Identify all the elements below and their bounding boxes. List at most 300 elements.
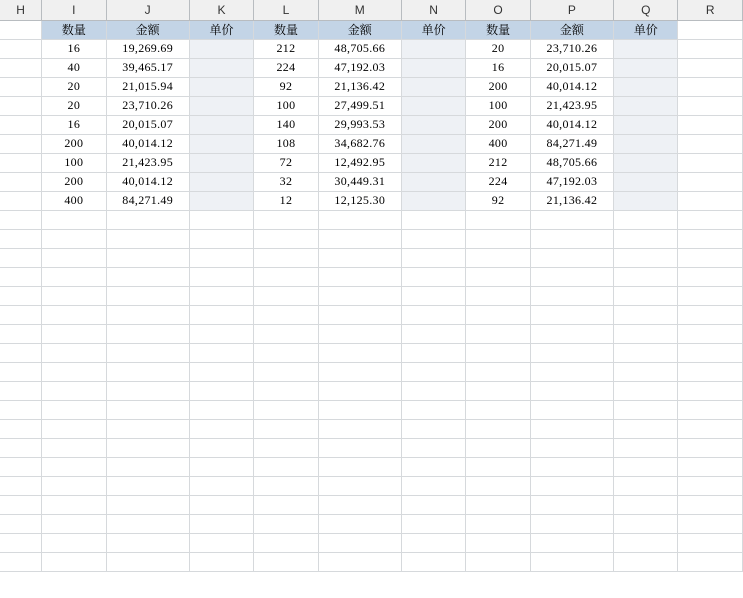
table-cell[interactable]: 224 — [254, 58, 318, 77]
table-cell[interactable]: 32 — [254, 172, 318, 191]
empty-cell[interactable] — [530, 229, 613, 248]
table-cell[interactable]: 27,499.51 — [318, 96, 401, 115]
empty-cell[interactable] — [466, 286, 530, 305]
empty-cell[interactable] — [0, 400, 42, 419]
table-cell[interactable] — [401, 39, 465, 58]
cell-h[interactable] — [0, 153, 42, 172]
empty-cell[interactable] — [254, 457, 318, 476]
table-header-cell[interactable]: 金额 — [318, 20, 401, 39]
empty-cell[interactable] — [254, 419, 318, 438]
empty-cell[interactable] — [318, 381, 401, 400]
empty-cell[interactable] — [189, 305, 253, 324]
empty-cell[interactable] — [466, 457, 530, 476]
empty-cell[interactable] — [0, 286, 42, 305]
column-header-r[interactable]: R — [678, 0, 743, 20]
empty-cell[interactable] — [401, 552, 465, 571]
table-cell[interactable]: 23,710.26 — [530, 39, 613, 58]
empty-cell[interactable] — [42, 324, 106, 343]
empty-row[interactable] — [0, 229, 743, 248]
empty-cell[interactable] — [106, 229, 189, 248]
table-cell[interactable]: 200 — [466, 77, 530, 96]
empty-cell[interactable] — [0, 552, 42, 571]
column-header-i[interactable]: I — [42, 0, 106, 20]
cell-h[interactable] — [0, 134, 42, 153]
empty-cell[interactable] — [42, 210, 106, 229]
empty-row[interactable] — [0, 210, 743, 229]
empty-cell[interactable] — [318, 438, 401, 457]
empty-cell[interactable] — [530, 210, 613, 229]
empty-cell[interactable] — [678, 324, 743, 343]
empty-cell[interactable] — [318, 514, 401, 533]
empty-cell[interactable] — [189, 476, 253, 495]
empty-cell[interactable] — [189, 229, 253, 248]
empty-cell[interactable] — [678, 419, 743, 438]
empty-cell[interactable] — [530, 305, 613, 324]
table-cell[interactable]: 84,271.49 — [106, 191, 189, 210]
empty-cell[interactable] — [530, 514, 613, 533]
empty-row[interactable] — [0, 438, 743, 457]
empty-cell[interactable] — [318, 210, 401, 229]
table-cell[interactable]: 108 — [254, 134, 318, 153]
empty-cell[interactable] — [42, 267, 106, 286]
empty-cell[interactable] — [42, 362, 106, 381]
empty-row[interactable] — [0, 533, 743, 552]
table-cell[interactable] — [401, 58, 465, 77]
empty-cell[interactable] — [318, 457, 401, 476]
empty-cell[interactable] — [0, 229, 42, 248]
empty-cell[interactable] — [0, 514, 42, 533]
table-cell[interactable]: 29,993.53 — [318, 115, 401, 134]
empty-cell[interactable] — [614, 210, 678, 229]
empty-cell[interactable] — [318, 267, 401, 286]
table-header-cell[interactable]: 数量 — [42, 20, 106, 39]
empty-cell[interactable] — [678, 457, 743, 476]
table-cell[interactable]: 23,710.26 — [106, 96, 189, 115]
empty-cell[interactable] — [530, 343, 613, 362]
empty-cell[interactable] — [614, 419, 678, 438]
table-cell[interactable] — [614, 191, 678, 210]
empty-cell[interactable] — [42, 457, 106, 476]
empty-cell[interactable] — [530, 457, 613, 476]
table-row[interactable] — [0, 115, 743, 134]
table-cell[interactable] — [401, 172, 465, 191]
table-row[interactable] — [0, 39, 743, 58]
empty-cell[interactable] — [614, 267, 678, 286]
table-row[interactable] — [0, 153, 743, 172]
empty-cell[interactable] — [189, 533, 253, 552]
table-header-cell[interactable]: 单价 — [401, 20, 465, 39]
table-cell[interactable]: 48,705.66 — [530, 153, 613, 172]
table-cell[interactable]: 40,014.12 — [106, 134, 189, 153]
table-cell[interactable]: 92 — [254, 77, 318, 96]
empty-cell[interactable] — [42, 419, 106, 438]
empty-cell[interactable] — [318, 324, 401, 343]
table-cell[interactable]: 12,492.95 — [318, 153, 401, 172]
table-cell[interactable]: 39,465.17 — [106, 58, 189, 77]
empty-cell[interactable] — [466, 495, 530, 514]
cell-r[interactable] — [678, 134, 743, 153]
empty-row[interactable] — [0, 419, 743, 438]
empty-cell[interactable] — [0, 210, 42, 229]
empty-cell[interactable] — [106, 362, 189, 381]
empty-cell[interactable] — [0, 495, 42, 514]
table-cell[interactable]: 20 — [42, 77, 106, 96]
empty-cell[interactable] — [466, 419, 530, 438]
empty-cell[interactable] — [189, 457, 253, 476]
empty-cell[interactable] — [106, 438, 189, 457]
table-cell[interactable] — [614, 153, 678, 172]
table-cell[interactable]: 224 — [466, 172, 530, 191]
table-cell[interactable] — [614, 39, 678, 58]
table-cell[interactable]: 16 — [466, 58, 530, 77]
table-cell[interactable]: 20,015.07 — [530, 58, 613, 77]
empty-cell[interactable] — [106, 495, 189, 514]
table-cell[interactable] — [189, 77, 253, 96]
empty-cell[interactable] — [254, 305, 318, 324]
cell-h[interactable] — [0, 39, 42, 58]
table-header-cell[interactable]: 单价 — [189, 20, 253, 39]
empty-cell[interactable] — [189, 267, 253, 286]
empty-cell[interactable] — [678, 552, 743, 571]
column-header-k[interactable]: K — [189, 0, 253, 20]
empty-cell[interactable] — [466, 229, 530, 248]
empty-cell[interactable] — [0, 476, 42, 495]
empty-row[interactable] — [0, 343, 743, 362]
empty-cell[interactable] — [614, 362, 678, 381]
empty-cell[interactable] — [466, 362, 530, 381]
empty-cell[interactable] — [318, 305, 401, 324]
table-row[interactable] — [0, 96, 743, 115]
empty-cell[interactable] — [678, 533, 743, 552]
empty-cell[interactable] — [254, 248, 318, 267]
empty-cell[interactable] — [42, 286, 106, 305]
table-cell[interactable]: 400 — [42, 191, 106, 210]
cell-r[interactable] — [678, 115, 743, 134]
empty-cell[interactable] — [42, 514, 106, 533]
empty-cell[interactable] — [401, 267, 465, 286]
empty-cell[interactable] — [401, 286, 465, 305]
empty-cell[interactable] — [318, 533, 401, 552]
empty-cell[interactable] — [106, 286, 189, 305]
empty-cell[interactable] — [678, 229, 743, 248]
empty-cell[interactable] — [318, 248, 401, 267]
table-cell[interactable]: 100 — [42, 153, 106, 172]
table-header-cell[interactable]: 数量 — [254, 20, 318, 39]
empty-cell[interactable] — [678, 400, 743, 419]
empty-cell[interactable] — [401, 457, 465, 476]
empty-cell[interactable] — [189, 210, 253, 229]
cell-r[interactable] — [678, 191, 743, 210]
empty-cell[interactable] — [0, 438, 42, 457]
empty-cell[interactable] — [42, 552, 106, 571]
empty-cell[interactable] — [42, 495, 106, 514]
empty-cell[interactable] — [0, 324, 42, 343]
table-row[interactable] — [0, 58, 743, 77]
table-cell[interactable]: 21,423.95 — [530, 96, 613, 115]
empty-row[interactable] — [0, 476, 743, 495]
cell-h[interactable] — [0, 191, 42, 210]
empty-cell[interactable] — [678, 267, 743, 286]
empty-cell[interactable] — [466, 305, 530, 324]
empty-cell[interactable] — [189, 419, 253, 438]
empty-cell[interactable] — [106, 324, 189, 343]
cell-r[interactable] — [678, 172, 743, 191]
empty-cell[interactable] — [466, 343, 530, 362]
table-cell[interactable]: 84,271.49 — [530, 134, 613, 153]
table-cell[interactable]: 140 — [254, 115, 318, 134]
table-cell[interactable]: 47,192.03 — [530, 172, 613, 191]
table-row[interactable] — [0, 134, 743, 153]
empty-cell[interactable] — [678, 514, 743, 533]
table-cell[interactable] — [401, 77, 465, 96]
column-header-p[interactable]: P — [530, 0, 613, 20]
table-cell[interactable]: 48,705.66 — [318, 39, 401, 58]
empty-cell[interactable] — [42, 400, 106, 419]
table-row[interactable] — [0, 191, 743, 210]
empty-cell[interactable] — [530, 324, 613, 343]
empty-cell[interactable] — [614, 229, 678, 248]
empty-cell[interactable] — [401, 381, 465, 400]
table-cell[interactable] — [614, 77, 678, 96]
empty-cell[interactable] — [614, 552, 678, 571]
empty-cell[interactable] — [106, 267, 189, 286]
table-cell[interactable]: 200 — [42, 172, 106, 191]
empty-cell[interactable] — [401, 438, 465, 457]
empty-cell[interactable] — [254, 324, 318, 343]
table-cell[interactable] — [614, 115, 678, 134]
empty-cell[interactable] — [401, 419, 465, 438]
empty-cell[interactable] — [678, 286, 743, 305]
table-cell[interactable]: 40 — [42, 58, 106, 77]
table-cell[interactable]: 72 — [254, 153, 318, 172]
cell-r[interactable] — [678, 58, 743, 77]
empty-cell[interactable] — [466, 438, 530, 457]
table-cell[interactable]: 16 — [42, 39, 106, 58]
column-header-row[interactable] — [0, 0, 743, 20]
cell-r[interactable] — [678, 96, 743, 115]
table-row[interactable] — [0, 172, 743, 191]
empty-cell[interactable] — [318, 343, 401, 362]
table-cell[interactable]: 12,125.30 — [318, 191, 401, 210]
empty-cell[interactable] — [0, 267, 42, 286]
table-row[interactable] — [0, 77, 743, 96]
empty-cell[interactable] — [530, 552, 613, 571]
empty-cell[interactable] — [401, 343, 465, 362]
empty-cell[interactable] — [678, 248, 743, 267]
empty-cell[interactable] — [401, 362, 465, 381]
empty-cell[interactable] — [614, 381, 678, 400]
empty-cell[interactable] — [189, 438, 253, 457]
empty-cell[interactable] — [401, 229, 465, 248]
cell-r[interactable] — [678, 39, 743, 58]
empty-cell[interactable] — [466, 514, 530, 533]
cell-r[interactable] — [678, 20, 743, 39]
table-cell[interactable]: 16 — [42, 115, 106, 134]
table-cell[interactable] — [401, 153, 465, 172]
cell-h[interactable] — [0, 58, 42, 77]
table-cell[interactable] — [189, 58, 253, 77]
table-cell[interactable] — [189, 39, 253, 58]
empty-cell[interactable] — [254, 229, 318, 248]
table-cell[interactable]: 21,423.95 — [106, 153, 189, 172]
table-cell[interactable]: 20 — [466, 39, 530, 58]
column-header-l[interactable]: L — [254, 0, 318, 20]
empty-row[interactable] — [0, 457, 743, 476]
empty-cell[interactable] — [42, 305, 106, 324]
empty-cell[interactable] — [530, 533, 613, 552]
empty-cell[interactable] — [189, 381, 253, 400]
empty-cell[interactable] — [466, 381, 530, 400]
empty-cell[interactable] — [614, 514, 678, 533]
empty-cell[interactable] — [0, 533, 42, 552]
empty-cell[interactable] — [318, 552, 401, 571]
empty-cell[interactable] — [530, 267, 613, 286]
table-header-cell[interactable]: 单价 — [614, 20, 678, 39]
empty-cell[interactable] — [401, 400, 465, 419]
empty-cell[interactable] — [189, 324, 253, 343]
empty-cell[interactable] — [678, 495, 743, 514]
empty-cell[interactable] — [318, 229, 401, 248]
empty-cell[interactable] — [189, 248, 253, 267]
empty-cell[interactable] — [318, 286, 401, 305]
table-cell[interactable] — [189, 191, 253, 210]
empty-cell[interactable] — [42, 229, 106, 248]
table-cell[interactable] — [401, 191, 465, 210]
empty-cell[interactable] — [189, 495, 253, 514]
empty-cell[interactable] — [614, 324, 678, 343]
table-cell[interactable] — [401, 134, 465, 153]
empty-cell[interactable] — [401, 495, 465, 514]
empty-row[interactable] — [0, 267, 743, 286]
empty-cell[interactable] — [678, 305, 743, 324]
table-cell[interactable] — [189, 115, 253, 134]
column-header-h[interactable]: H — [0, 0, 42, 20]
column-header-j[interactable]: J — [106, 0, 189, 20]
table-cell[interactable] — [189, 134, 253, 153]
empty-row[interactable] — [0, 248, 743, 267]
empty-cell[interactable] — [530, 400, 613, 419]
table-cell[interactable]: 30,449.31 — [318, 172, 401, 191]
empty-cell[interactable] — [106, 514, 189, 533]
cell-h[interactable] — [0, 20, 42, 39]
cell-h[interactable] — [0, 172, 42, 191]
empty-cell[interactable] — [254, 438, 318, 457]
empty-cell[interactable] — [254, 400, 318, 419]
empty-cell[interactable] — [614, 248, 678, 267]
column-header-n[interactable]: N — [401, 0, 465, 20]
empty-cell[interactable] — [614, 457, 678, 476]
empty-cell[interactable] — [106, 305, 189, 324]
empty-row[interactable] — [0, 495, 743, 514]
empty-cell[interactable] — [106, 381, 189, 400]
empty-cell[interactable] — [42, 476, 106, 495]
empty-cell[interactable] — [614, 286, 678, 305]
table-cell[interactable]: 212 — [466, 153, 530, 172]
empty-cell[interactable] — [466, 476, 530, 495]
table-cell[interactable]: 21,136.42 — [318, 77, 401, 96]
table-header-row[interactable] — [0, 20, 743, 39]
empty-cell[interactable] — [189, 286, 253, 305]
table-cell[interactable]: 20,015.07 — [106, 115, 189, 134]
table-cell[interactable]: 21,015.94 — [106, 77, 189, 96]
empty-cell[interactable] — [106, 248, 189, 267]
empty-cell[interactable] — [614, 400, 678, 419]
empty-row[interactable] — [0, 286, 743, 305]
empty-cell[interactable] — [466, 324, 530, 343]
cell-h[interactable] — [0, 96, 42, 115]
empty-cell[interactable] — [42, 381, 106, 400]
empty-cell[interactable] — [614, 476, 678, 495]
table-cell[interactable]: 21,136.42 — [530, 191, 613, 210]
empty-cell[interactable] — [106, 476, 189, 495]
empty-cell[interactable] — [318, 362, 401, 381]
empty-cell[interactable] — [0, 343, 42, 362]
table-cell[interactable]: 100 — [466, 96, 530, 115]
empty-cell[interactable] — [678, 362, 743, 381]
empty-cell[interactable] — [614, 533, 678, 552]
empty-cell[interactable] — [678, 476, 743, 495]
empty-cell[interactable] — [189, 343, 253, 362]
empty-row[interactable] — [0, 381, 743, 400]
cell-r[interactable] — [678, 153, 743, 172]
table-cell[interactable]: 40,014.12 — [530, 115, 613, 134]
empty-cell[interactable] — [254, 552, 318, 571]
empty-cell[interactable] — [614, 438, 678, 457]
empty-cell[interactable] — [42, 533, 106, 552]
table-header-cell[interactable]: 数量 — [466, 20, 530, 39]
empty-cell[interactable] — [530, 248, 613, 267]
empty-cell[interactable] — [466, 267, 530, 286]
empty-cell[interactable] — [254, 533, 318, 552]
empty-cell[interactable] — [254, 286, 318, 305]
empty-cell[interactable] — [466, 400, 530, 419]
empty-cell[interactable] — [42, 248, 106, 267]
table-cell[interactable] — [401, 96, 465, 115]
empty-cell[interactable] — [106, 552, 189, 571]
table-cell[interactable] — [401, 115, 465, 134]
table-cell[interactable]: 34,682.76 — [318, 134, 401, 153]
empty-cell[interactable] — [678, 210, 743, 229]
table-cell[interactable] — [189, 96, 253, 115]
empty-cell[interactable] — [466, 533, 530, 552]
table-cell[interactable]: 40,014.12 — [106, 172, 189, 191]
empty-row[interactable] — [0, 362, 743, 381]
empty-cell[interactable] — [106, 419, 189, 438]
cell-r[interactable] — [678, 77, 743, 96]
table-cell[interactable] — [189, 153, 253, 172]
empty-cell[interactable] — [0, 457, 42, 476]
cell-h[interactable] — [0, 77, 42, 96]
empty-cell[interactable] — [0, 248, 42, 267]
empty-cell[interactable] — [42, 343, 106, 362]
empty-cell[interactable] — [254, 476, 318, 495]
table-cell[interactable]: 92 — [466, 191, 530, 210]
empty-cell[interactable] — [0, 419, 42, 438]
empty-cell[interactable] — [254, 495, 318, 514]
table-cell[interactable]: 47,192.03 — [318, 58, 401, 77]
column-header-o[interactable]: O — [466, 0, 530, 20]
empty-row[interactable] — [0, 552, 743, 571]
empty-cell[interactable] — [318, 495, 401, 514]
empty-cell[interactable] — [254, 381, 318, 400]
table-cell[interactable] — [614, 172, 678, 191]
empty-cell[interactable] — [0, 362, 42, 381]
empty-cell[interactable] — [318, 400, 401, 419]
empty-cell[interactable] — [0, 381, 42, 400]
table-cell[interactable]: 212 — [254, 39, 318, 58]
empty-cell[interactable] — [42, 438, 106, 457]
empty-cell[interactable] — [254, 343, 318, 362]
